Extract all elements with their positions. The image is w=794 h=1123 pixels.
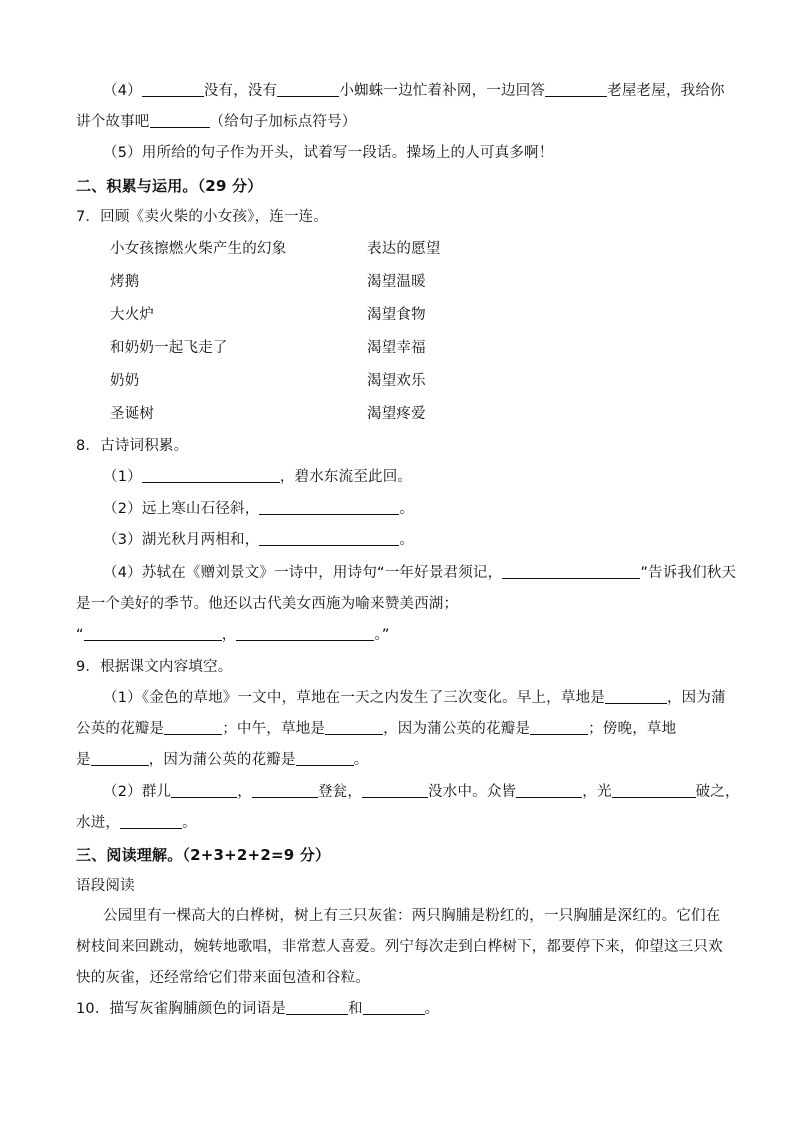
answer-blank[interactable]: [545, 81, 607, 97]
q7-right-item[interactable]: 渴望温暖: [367, 274, 426, 290]
q8-line3: （3）湖光秋月两相和， 。: [103, 532, 415, 548]
answer-blank[interactable]: [120, 813, 182, 829]
reading-passage-line: 树枝间来回跳动，婉转地歌唱，非常惹人喜爱。列宁每次走到白桦树下，都要停下来，仰望这三只欢: [76, 939, 723, 955]
q7-left-item[interactable]: 和奶奶一起飞走了: [110, 340, 228, 356]
q6-4-line1: （4） 没有，没有 小蜘蛛一边忙着补网，一边回答 老屋老屋，我给你: [103, 83, 725, 99]
answer-blank[interactable]: [259, 530, 399, 546]
q7-left-item[interactable]: 烤鹅: [110, 274, 140, 290]
q9-line5: 水迸， 。: [76, 815, 197, 831]
q7-left-item[interactable]: 大火炉: [110, 307, 155, 323]
q7-left-item[interactable]: 圣诞树: [110, 406, 155, 422]
q9-line2: 公英的花瓣是 ；中午，草地是 ，因为蒲公英的花瓣是 ；傍晚，草地: [76, 721, 677, 737]
q7-right-item[interactable]: 渴望欢乐: [367, 373, 426, 389]
answer-blank[interactable]: [171, 782, 237, 798]
answer-blank[interactable]: [502, 563, 640, 579]
q9-line4: （2）群儿 ， 登瓮， 没水中。众皆 ，光 破之，: [103, 784, 740, 800]
answer-blank[interactable]: [150, 112, 210, 128]
answer-blank[interactable]: [277, 81, 339, 97]
answer-blank[interactable]: [363, 999, 425, 1015]
answer-blank[interactable]: [252, 782, 318, 798]
answer-blank[interactable]: [142, 81, 204, 97]
q8-line6: “ ， 。”: [76, 627, 390, 643]
answer-blank[interactable]: [164, 719, 222, 735]
q8-title: 8．古诗词积累。: [76, 438, 189, 454]
q6-4-line2: 讲个故事吧 （给句子加标点符号）: [76, 114, 357, 130]
q8-line4: （4）苏轼在《赠刘景文》一诗中，用诗句“一年好景君须记， ”告诉我们秋天: [103, 565, 737, 581]
answer-blank[interactable]: [605, 688, 667, 704]
q9-title: 9．根据课文内容填空。: [76, 659, 233, 675]
answer-blank[interactable]: [296, 750, 354, 766]
q6-4-number: （4）: [103, 83, 142, 99]
q7-right-item[interactable]: 渴望疼爱: [367, 406, 426, 422]
answer-blank[interactable]: [259, 499, 399, 515]
section-3-title: 三、阅读理解。（2+3+2+2=9 分）: [76, 846, 331, 864]
q9-line1: （1）《金色的草地》一文中，草地在一天之内发生了三次变化。早上，草地是 ，因为蒲: [103, 690, 726, 706]
q9-line3: 是 ，因为蒲公英的花瓣是 。: [76, 752, 369, 768]
q7-right-item[interactable]: 渴望幸福: [367, 340, 426, 356]
answer-blank[interactable]: [142, 467, 280, 483]
reading-passage-line: 公园里有一棵高大的白桦树，树上有三只灰雀：两只胸脯是粉红的，一只胸脯是深红的。它们在: [103, 908, 721, 924]
answer-blank[interactable]: [91, 750, 149, 766]
q7-right-item[interactable]: 渴望食物: [367, 307, 426, 323]
answer-blank[interactable]: [84, 625, 222, 641]
answer-blank[interactable]: [362, 782, 428, 798]
answer-blank[interactable]: [612, 782, 696, 798]
q7-header-right: 表达的愿望: [367, 241, 441, 257]
q8-line5: 是一个美好的季节。他还以古代美女西施为喻来赞美西湖；: [76, 596, 459, 612]
q8-line1: （1） ，碧水东流至此回。: [103, 469, 413, 485]
q7-header-left: 小女孩擦燃火柴产生的幻象: [110, 241, 287, 257]
answer-blank[interactable]: [516, 782, 582, 798]
answer-blank[interactable]: [286, 999, 348, 1015]
reading-label: 语段阅读: [76, 878, 135, 894]
reading-passage-line: 快的灰雀，还经常给它们带来面包渣和谷粒。: [76, 970, 370, 986]
answer-blank[interactable]: [530, 719, 588, 735]
section-2-title: 二、积累与运用。（29 分）: [76, 177, 263, 195]
q10: 10．描写灰雀胸脯颜色的词语是 和 。: [76, 1001, 440, 1017]
answer-blank[interactable]: [325, 719, 383, 735]
q7-title: 7．回顾《卖火柴的小女孩》，连一连。: [76, 209, 329, 225]
q8-line2: （2）远上寒山石径斜， 。: [103, 501, 415, 517]
q6-5: （5）用所给的句子作为开头，试着写一段话。操场上的人可真多啊！: [103, 145, 554, 161]
q7-left-item[interactable]: 奶奶: [110, 373, 140, 389]
answer-blank[interactable]: [236, 625, 374, 641]
